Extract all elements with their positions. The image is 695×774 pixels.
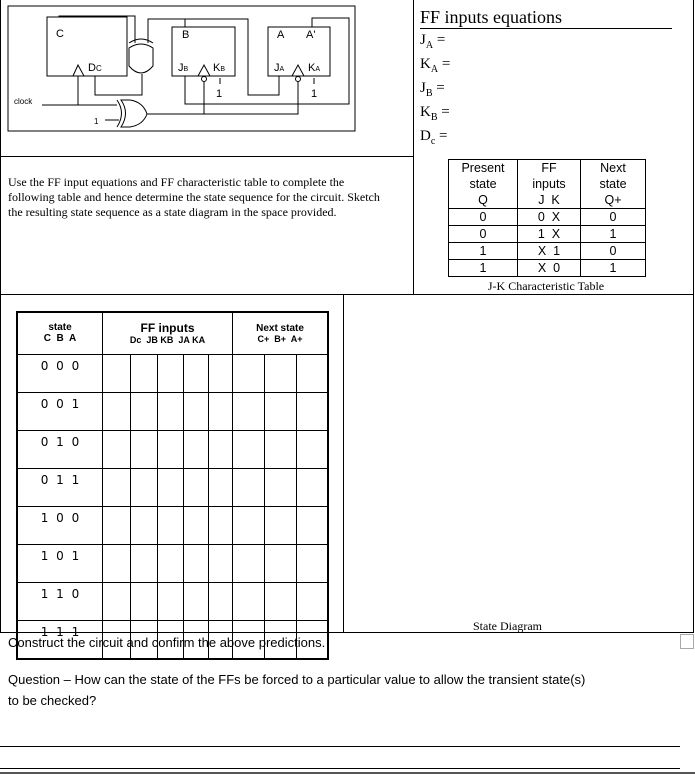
cell: 0 [581, 209, 646, 226]
input-cell[interactable] [184, 506, 209, 544]
cell: 0 X [518, 209, 581, 226]
input-cell[interactable] [103, 544, 131, 582]
next-state-header: Next state C+ B+ A+ [233, 312, 329, 354]
input-cell[interactable] [131, 468, 158, 506]
equation-ka: $K_A$ = [420, 56, 451, 75]
state-table [16, 311, 329, 660]
jk-header: Present [449, 160, 518, 177]
jk-header: Next [581, 160, 646, 177]
cell: 1 [581, 226, 646, 243]
input-cell[interactable] [103, 582, 131, 620]
jk-header: FF [518, 160, 581, 177]
table-row [17, 468, 328, 506]
state-cell: 1 1 1 [17, 620, 103, 659]
jk-row [449, 209, 646, 226]
input-cell[interactable] [184, 354, 209, 392]
answer-line[interactable] [0, 768, 680, 769]
input-cell[interactable] [297, 354, 329, 392]
divider-diagram [0, 156, 413, 157]
state-cell: 1 0 0 [17, 506, 103, 544]
question-text [8, 669, 585, 711]
input-cell[interactable] [233, 544, 265, 582]
input-cell[interactable] [233, 354, 265, 392]
equation-ja: $J_A$ = [420, 32, 446, 51]
input-cell[interactable] [265, 582, 297, 620]
input-cell[interactable] [233, 506, 265, 544]
jk-row [449, 226, 646, 243]
cell: 0 [581, 243, 646, 260]
input-cell[interactable] [297, 468, 329, 506]
ff-b-label: B [182, 29, 190, 41]
state-cell: 0 1 1 [17, 468, 103, 506]
input-cell[interactable] [131, 354, 158, 392]
input-cell[interactable] [184, 430, 209, 468]
jb-label: JB [178, 62, 189, 74]
input-cell[interactable] [131, 430, 158, 468]
input-cell[interactable] [184, 468, 209, 506]
ka-one: 1 [311, 88, 318, 100]
input-cell[interactable] [265, 468, 297, 506]
input-cell[interactable] [297, 430, 329, 468]
input-cell[interactable] [131, 392, 158, 430]
gate-one: 1 [94, 117, 99, 126]
cell: 1 X [518, 226, 581, 243]
table-row [17, 392, 328, 430]
jk-row [449, 243, 646, 260]
construct-text: Construct the circuit and confirm the above predictions. [8, 635, 326, 650]
xor-gate [129, 44, 153, 73]
ff-c-box [47, 17, 127, 76]
input-cell[interactable] [158, 468, 184, 506]
input-cell[interactable] [158, 430, 184, 468]
input-cell[interactable] [233, 430, 265, 468]
jk-header: state [449, 176, 518, 192]
jk-header: Q+ [581, 192, 646, 209]
equation-kb: $K_B$ = [420, 104, 450, 123]
input-cell[interactable] [265, 392, 297, 430]
state-cell: 1 1 0 [17, 582, 103, 620]
equation-jb: $J_B$ = [420, 80, 445, 99]
divider-middle [0, 294, 694, 295]
input-cell[interactable] [103, 354, 131, 392]
input-cell[interactable] [131, 506, 158, 544]
answer-line[interactable] [0, 746, 680, 747]
jk-row [449, 260, 646, 277]
input-cell[interactable] [233, 582, 265, 620]
clock-label: clock [14, 97, 33, 106]
input-cell[interactable] [184, 544, 209, 582]
input-cell[interactable] [209, 392, 233, 430]
kb-label: KB [213, 62, 226, 74]
input-cell[interactable] [265, 354, 297, 392]
question-line: Question – How can the state of the FFs be forced to a particular value to allow the transient state(s) [8, 672, 586, 687]
input-cell[interactable] [297, 392, 329, 430]
input-cell[interactable] [103, 468, 131, 506]
question-line: to be checked? [8, 693, 97, 708]
checkbox[interactable] [680, 634, 694, 649]
cell: X 1 [518, 243, 581, 260]
input-cell[interactable] [233, 468, 265, 506]
state-cell: 0 0 1 [17, 392, 103, 430]
input-cell[interactable] [131, 544, 158, 582]
input-cell[interactable] [297, 544, 329, 582]
input-cell[interactable] [297, 506, 329, 544]
input-cell[interactable] [209, 544, 233, 582]
input-cell[interactable] [265, 544, 297, 582]
cell: 0 [449, 226, 518, 243]
xor-gate-clock [117, 100, 147, 127]
jk-header: J K [518, 192, 581, 209]
equation-dc: $D_c$ = [420, 128, 448, 147]
input-cell[interactable] [209, 582, 233, 620]
jk-header: inputs [518, 176, 581, 192]
cell: 0 [449, 209, 518, 226]
input-cell[interactable] [265, 506, 297, 544]
input-cell[interactable] [158, 354, 184, 392]
input-cell[interactable] [158, 544, 184, 582]
input-cell[interactable] [297, 582, 329, 620]
input-cell[interactable] [233, 392, 265, 430]
input-cell[interactable] [184, 582, 209, 620]
input-cell[interactable] [209, 354, 233, 392]
state-cell: 1 0 1 [17, 544, 103, 582]
divider-top [413, 0, 414, 295]
state-diagram-label: State Diagram [473, 619, 542, 633]
input-cell[interactable] [158, 506, 184, 544]
table-row [17, 582, 328, 620]
jk-characteristic-table [448, 159, 646, 277]
ff-inputs-header: FF inputs Dc JB KB JA KA [103, 312, 233, 354]
input-cell[interactable] [103, 430, 131, 468]
table-row [17, 430, 328, 468]
jk-header: state [581, 176, 646, 192]
input-cell[interactable] [209, 506, 233, 544]
table-row [17, 506, 328, 544]
input-cell[interactable] [209, 430, 233, 468]
divider-bottom [343, 294, 344, 633]
ja-label: JA [274, 62, 285, 74]
input-cell[interactable] [158, 392, 184, 430]
kb-one: 1 [216, 88, 223, 100]
cell: X 0 [518, 260, 581, 277]
circuit-diagram [0, 0, 413, 156]
border-right [693, 0, 694, 633]
cell: 1 [581, 260, 646, 277]
ka-label: KA [308, 62, 321, 74]
input-cell[interactable] [131, 582, 158, 620]
cell: 1 [449, 260, 518, 277]
jk-caption: J-K Characteristic Table [487, 279, 605, 293]
table-row [17, 354, 328, 392]
state-header: state C B A [17, 312, 103, 354]
input-cell[interactable] [209, 468, 233, 506]
ff-a-label: A [277, 29, 285, 41]
ff-a-not-label: A' [306, 29, 316, 41]
state-cell: 0 1 0 [17, 430, 103, 468]
equations-list [420, 31, 450, 151]
equations-title: FF inputs equations [420, 6, 672, 29]
instructions-text: Use the FF input equations and FF characteristic table to complete the following table and hence determine the state sequence for the circuit. Sketch the resulting state sequence as a state diagram in the space provided. [8, 175, 380, 219]
jk-header: Q [449, 192, 518, 209]
state-cell: 0 0 0 [17, 354, 103, 392]
input-cell[interactable] [158, 582, 184, 620]
table-row [17, 544, 328, 582]
dc-label: DC [88, 62, 102, 74]
ff-c-label: C [56, 28, 64, 40]
input-cell[interactable] [103, 506, 131, 544]
cell: 1 [449, 243, 518, 260]
input-cell[interactable] [103, 392, 131, 430]
input-cell[interactable] [184, 392, 209, 430]
input-cell[interactable] [265, 430, 297, 468]
